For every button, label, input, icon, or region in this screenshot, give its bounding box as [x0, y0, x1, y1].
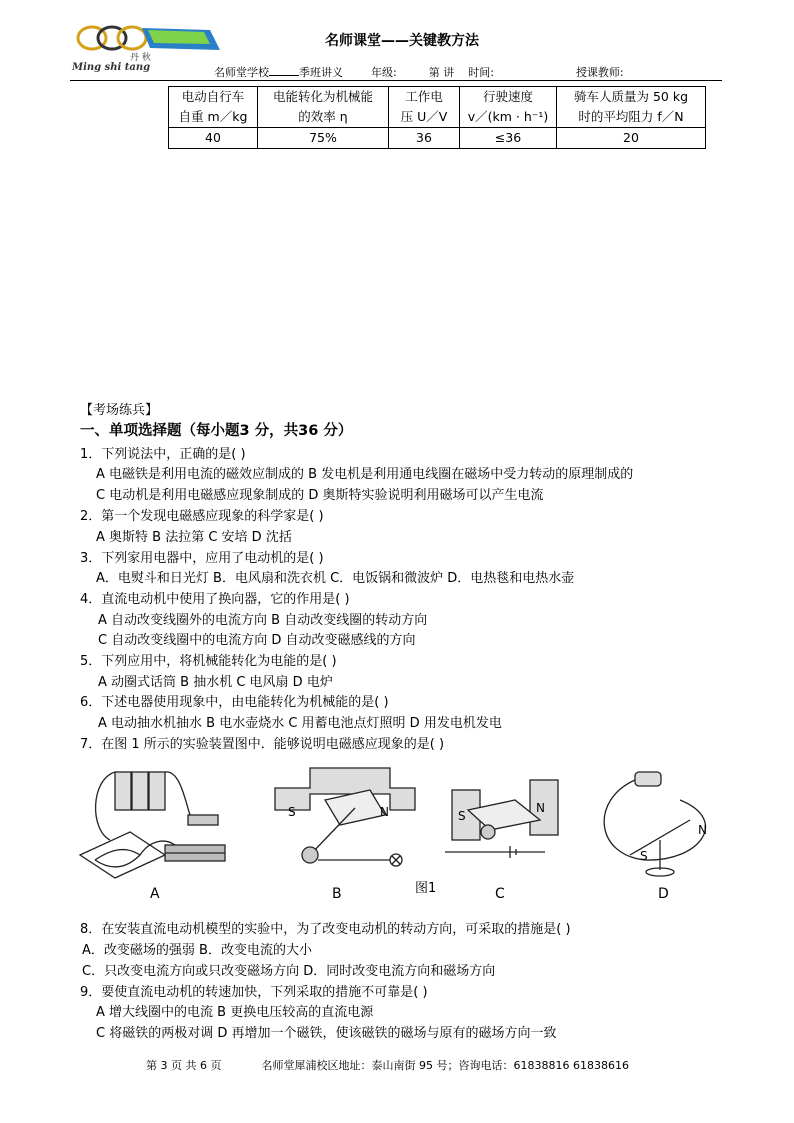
question-stem: 7．在图 1 所示的实验装置图中．能够说明电磁感应现象的是( ) [80, 737, 445, 752]
header-text: v／(km · h⁻¹) [467, 109, 549, 124]
question-stem: 2．第一个发现电磁感应现象的科学家是( ) [80, 509, 324, 524]
page-title: 名师课堂——关键教方法 [325, 33, 479, 49]
question-options: C 电动机是利用电磁感应现象制成的 D 奥斯特实验说明利用磁场可以产生电流 [96, 488, 544, 503]
figure-pole-s: S [640, 849, 648, 863]
header-school: 名师堂学校 [214, 66, 269, 79]
footer-address: 名师堂犀浦校区地址：泰山南街 95 号；咨询电话：61838816 61838616 [261, 1059, 629, 1072]
question-stem: 1．下列说法中，正确的是( ) [80, 447, 246, 462]
header-text: 压 U／V [400, 109, 448, 124]
header-text: 工作电 [405, 89, 443, 104]
header-text: 电能转化为机械能 [272, 89, 373, 104]
header-text: 自重 m／kg [178, 109, 248, 124]
header-season: 季班讲义 [299, 66, 343, 79]
question-stem: 9．要使直流电动机的转速加快，下列采取的措施不可靠是( ) [80, 985, 428, 1000]
header-lecture: 第 讲 [428, 66, 455, 79]
ebike-spec-table [168, 86, 706, 149]
header-grade: 年级: [371, 66, 397, 79]
figure-pole-n: N [536, 801, 545, 815]
footer-page-number: 第 3 页 共 6 页 [146, 1059, 222, 1072]
question-options: A 动圈式话筒 B 抽水机 C 电风扇 D 电炉 [98, 675, 333, 690]
table-cell: 40 [169, 128, 258, 149]
question-options: A．电熨斗和日光灯 B．电风扇和洗衣机 C．电饭锅和微波炉 D．电热毯和电热水壶 [96, 571, 575, 586]
figure-pole-n: N [380, 805, 389, 819]
question-options: A 增大线圈中的电流 B 更换电压较高的直流电源 [96, 1005, 374, 1020]
logo-text-top: 丹 秋 [130, 53, 151, 63]
question-options: A 电动抽水机抽水 B 电水壶烧水 C 用蓄电池点灯照明 D 用发电机发电 [98, 716, 502, 731]
question-stem: 4．直流电动机中使用了换向器，它的作用是( ) [80, 592, 350, 607]
question-options: A 自动改变线圈外的电流方向 B 自动改变线圈的转动方向 [98, 613, 428, 628]
header-text: 骑车人质量为 50 kg [573, 89, 689, 104]
table-header-cell [389, 87, 460, 128]
figure-label-a: A [150, 886, 160, 900]
question-options: A．改变磁场的强弱 B．改变电流的大小 [82, 943, 312, 958]
table-header-cell [169, 87, 258, 128]
figure-pole-s: S [288, 805, 296, 819]
header-text: 行驶速度 [482, 89, 533, 104]
question-options: C 自动改变线圈中的电流方向 D 自动改变磁感线的方向 [98, 633, 416, 648]
table-cell: ≤36 [460, 128, 557, 149]
figure-1 [70, 760, 730, 900]
table-header-cell [460, 87, 557, 128]
question-stem: 5．下列应用中，将机械能转化为电能的是( ) [80, 654, 337, 669]
table-row [169, 128, 706, 149]
table-cell: 75% [258, 128, 389, 149]
question-options: C．只改变电流方向或只改变磁场方向 D．同时改变电流方向和磁场方向 [82, 964, 496, 979]
header-text: 的效率 η [298, 109, 348, 124]
question-options: A 电磁铁是利用电流的磁效应制成的 B 发电机是利用通电线圈在磁场中受力转动的原理制成的 [96, 467, 634, 482]
table-header-cell [258, 87, 389, 128]
header-divider [70, 80, 722, 81]
figure-label-c: C [495, 886, 505, 900]
header-text: 电动自行车 [181, 89, 245, 104]
figure-pole-n: N [698, 823, 707, 837]
table-row [169, 87, 706, 128]
question-stem: 8．在安装直流电动机模型的实验中，为了改变电动机的转动方向，可采取的措施是( ) [80, 922, 571, 937]
header-teacher: 授课教师: [575, 66, 624, 79]
question-stem: 3．下列家用电器中，应用了电动机的是( ) [80, 551, 324, 566]
question-options: C 将磁铁的两极对调 D 再增加一个磁铁，使该磁铁的磁场与原有的磁场方向一致 [96, 1026, 557, 1041]
table-header-cell [557, 87, 706, 128]
logo-text-bottom: Ming shi tang [72, 62, 151, 72]
page-footer [146, 1057, 629, 1073]
header-info-line [214, 64, 624, 80]
header-time: 时间: [468, 66, 494, 79]
section-title: 一、单项选择题（每小题3 分，共36 分） [80, 423, 353, 439]
table-cell: 36 [389, 128, 460, 149]
figure-caption: 图1 [415, 881, 437, 896]
figure-label-b: B [332, 886, 342, 900]
figure-pole-s: S [458, 809, 466, 823]
header-text: 时的平均阻力 f／N [578, 109, 684, 124]
figure-label-d: D [658, 886, 669, 900]
question-options: A 奥斯特 B 法拉第 C 安培 D 沈括 [96, 530, 292, 545]
question-stem: 6．下述电器使用现象中，由电能转化为机械能的是( ) [80, 695, 389, 710]
table-cell: 20 [557, 128, 706, 149]
section-bracket: 【考场练兵】 [80, 403, 159, 418]
